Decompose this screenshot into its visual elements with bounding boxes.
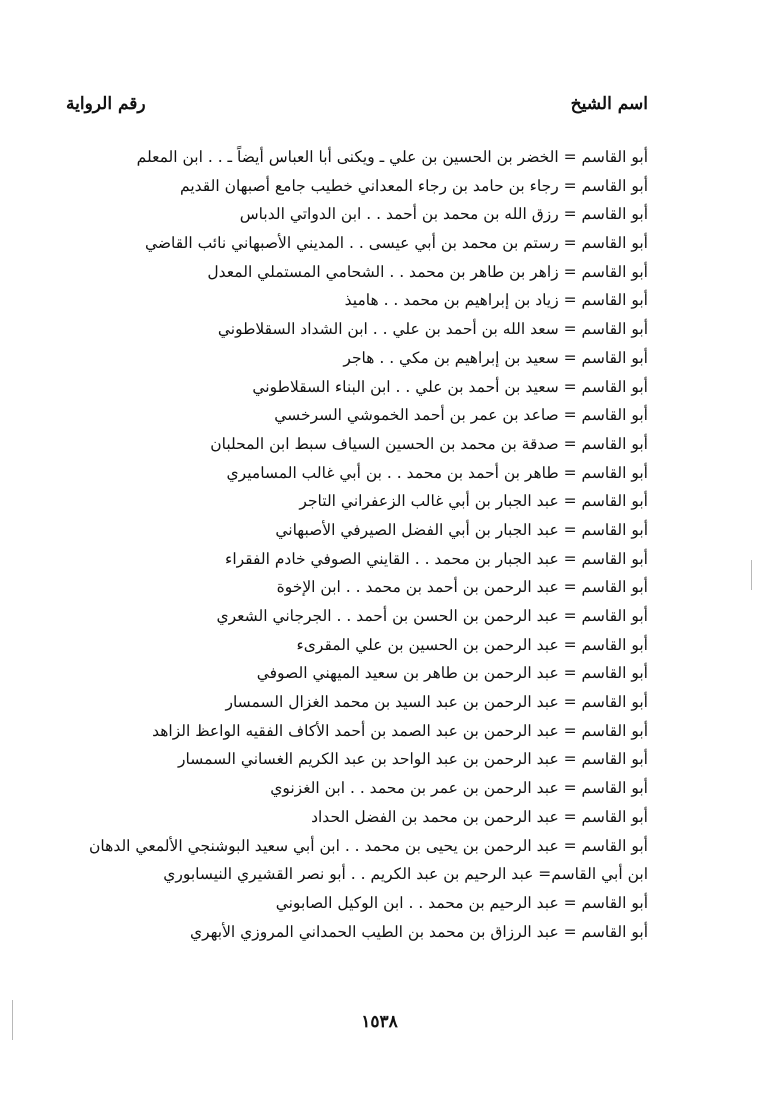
list-item: أبو القاسم = عبد الرحمن بن عمر بن محمد . . ابن الغزنوي bbox=[270, 779, 648, 798]
list-item: أبو القاسم = عبد الرحمن بن يحيى بن محمد . . ابن أبي سعيد البوشنجي الألمعي الدهان bbox=[89, 836, 648, 855]
list-item: أبو القاسم = زاهر بن طاهر بن محمد . . الشحامي المستملي المعدل bbox=[207, 262, 648, 281]
list-item: أبو القاسم = صاعد بن عمر بن أحمد الخموشي السرخسي bbox=[274, 406, 648, 425]
list-item: أبو القاسم = عبد الرحمن بن أحمد بن محمد . . ابن الإخوة bbox=[276, 578, 648, 597]
list-item: أبو القاسم = سعيد بن إبراهيم بن مكي . . هاجر bbox=[343, 348, 648, 367]
list-item: أبو القاسم = عبد الجبار بن محمد . . القايني الصوفي خادم الفقراء bbox=[225, 549, 648, 568]
scan-edge-mark bbox=[12, 1000, 13, 1040]
list-item: أبو القاسم = عبد الرحمن بن الحسن بن أحمد . . الجرجاني الشعري bbox=[216, 607, 648, 625]
list-item: أبو القاسم = الخضر بن الحسين بن علي ـ ويكنى أبا العباس أيضاً ـ . . ابن المعلم bbox=[136, 148, 648, 166]
sheikh-list bbox=[88, 143, 648, 946]
list-item: أبو القاسم = رستم بن محمد بن أبي عيسى . . المديني الأصبهاني نائب القاضي bbox=[144, 234, 648, 253]
narration-number-heading: رقم الرواية bbox=[66, 94, 146, 114]
scan-edge-mark bbox=[751, 560, 752, 590]
list-item: أبو القاسم = سعيد بن أحمد بن علي . . ابن البناء السقلاطوني bbox=[252, 377, 648, 396]
list-item: أبو القاسم = رزق الله بن محمد بن أحمد . . ابن الدواتي الدباس bbox=[239, 205, 648, 224]
list-item: أبو القاسم = عبد الرحمن بن الحسين بن علي المقرىء bbox=[296, 635, 648, 654]
list-item: ابن أبي القاسم= عبد الرحيم بن عبد الكريم . . أبو نصر القشيري النيسابوري bbox=[163, 865, 648, 884]
list-item: أبو القاسم = رجاء بن حامد بن رجاء المعداني خطيب جامع أصبهان القديم bbox=[180, 176, 648, 195]
list-item: أبو القاسم = زياد بن إبراهيم بن محمد . . هاميذ bbox=[344, 291, 648, 310]
sheikh-name-heading: اسم الشيخ bbox=[570, 94, 648, 114]
list-item: أبو القاسم = عبد الرحيم بن محمد . . ابن الوكيل الصابوني bbox=[275, 893, 648, 912]
list-item: أبو القاسم = عبد الرحمن بن محمد بن الفضل الحداد bbox=[311, 807, 648, 826]
list-item: أبو القاسم = عبد الرزاق بن محمد بن الطيب الحمداني المروزي الأبهري bbox=[189, 922, 648, 941]
list-item: أبو القاسم = عبد الجبار بن أبي الفضل الصيرفي الأصبهاني bbox=[275, 520, 648, 539]
list-item: أبو القاسم = عبد الرحمن بن عبد السيد بن محمد الغزال السمسار bbox=[225, 693, 648, 712]
list-item: أبو القاسم = طاهر بن أحمد بن محمد . . بن أبي غالب المساميري bbox=[226, 463, 648, 482]
list-item: أبو القاسم = صدقة بن محمد بن الحسين السياف سبط ابن المحلبان bbox=[210, 434, 648, 453]
list-item: أبو القاسم = عبد الجبار بن أبي غالب الزعفراني التاجر bbox=[299, 492, 648, 511]
page-number: ١٥٣٨ bbox=[361, 1012, 398, 1032]
list-item: أبو القاسم = عبد الرحمن بن طاهر بن سعيد الميهني الصوفي bbox=[256, 664, 648, 683]
list-item: أبو القاسم = عبد الرحمن بن عبد الصمد بن أحمد الأكاف الفقيه الواعظ الزاهد bbox=[152, 721, 648, 740]
list-item: أبو القاسم = عبد الرحمن بن عبد الواحد بن عبد الكريم الغساني السمسار bbox=[178, 750, 648, 769]
list-item: أبو القاسم = سعد الله بن أحمد بن علي . . ابن الشداد السقلاطوني bbox=[217, 320, 648, 339]
